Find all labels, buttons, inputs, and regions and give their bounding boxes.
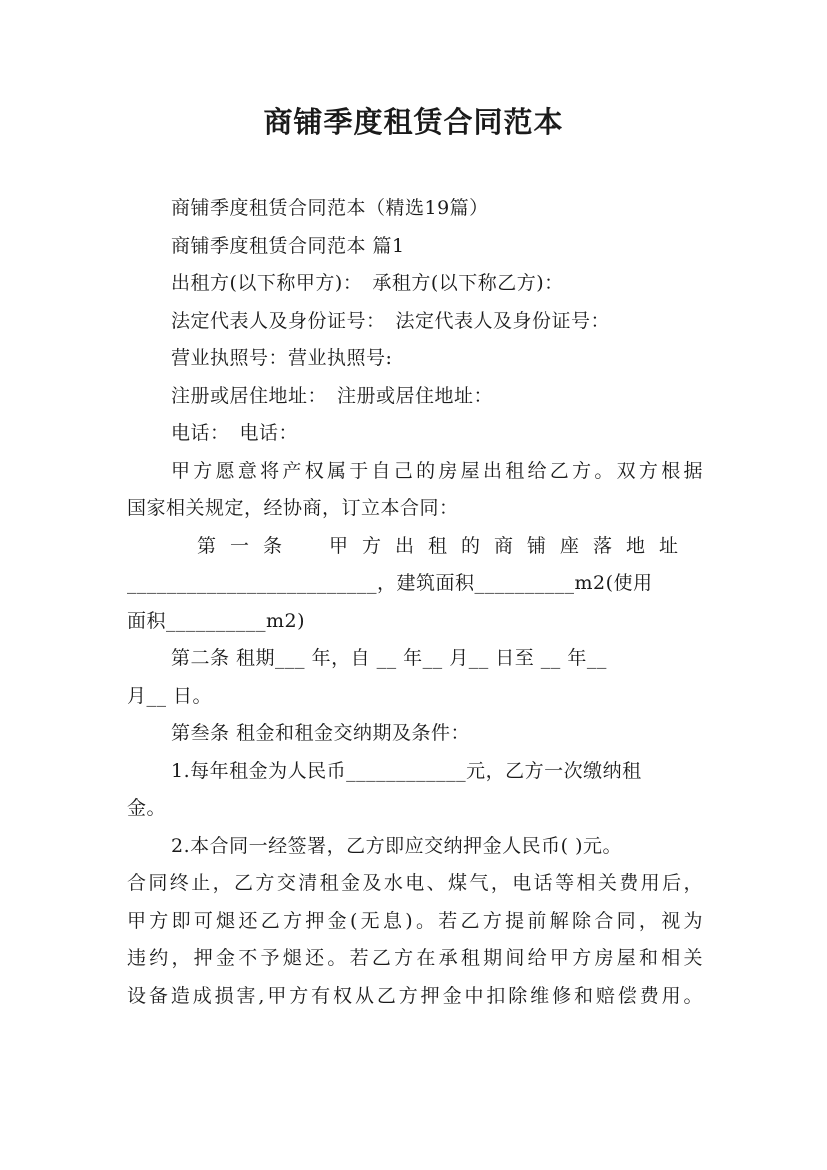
paragraph-line: _________________________，建筑面积__________m2(使用	[127, 572, 653, 594]
paragraph-line: 第一条 甲方出租的商铺座落地址	[197, 534, 693, 557]
paragraph-line: 2.本合同一经签署，乙方即应交纳押金人民币( )元。	[171, 834, 622, 857]
paragraph-line: 国家相关规定，经协商，订立本合同：	[127, 497, 459, 519]
paragraph-line: 月__ 日。	[127, 684, 213, 707]
paragraph-line: 电话： 电话：	[171, 422, 299, 444]
paragraph-line: 商铺季度租赁合同范本 篇1	[171, 234, 405, 257]
paragraph-line: 金。	[127, 797, 167, 819]
paragraph-line: 违约，押金不予煺还。若乙方在承租期间给甲方房屋和相关	[127, 947, 703, 969]
paragraph-line: 注册或居住地址： 注册或居住地址：	[171, 384, 494, 407]
paragraph-line: 营业执照号：营业执照号:	[171, 347, 393, 369]
document-title: 商铺季度租赁合同范本	[263, 105, 564, 139]
paragraph-line: 法定代表人及身份证号： 法定代表人及身份证号：	[171, 309, 611, 332]
paragraph-line: 甲方愿意将产权属于自己的房屋出租给乙方。双方根据	[171, 459, 703, 482]
paragraph-line: 商铺季度租赁合同范本（精选19篇）	[171, 197, 489, 219]
paragraph-line: 合同终止，乙方交清租金及水电、煤气，电话等相关费用后，	[127, 872, 703, 894]
paragraph-line: 甲方即可煺还乙方押金(无息)。若乙方提前解除合同，视为	[127, 909, 703, 932]
paragraph-line: 出租方(以下称甲方)： 承租方(以下称乙方)：	[171, 272, 564, 294]
paragraph-line: 1.每年租金为人民币____________元，乙方一次缴纳租	[171, 759, 642, 782]
document-body	[127, 190, 703, 1015]
paragraph-line: 面积__________m2)	[127, 609, 306, 632]
paragraph-line: 第二条 租期___ 年，自 __ 年__ 月__ 日至 __ 年__	[171, 647, 607, 669]
paragraph-line: 设备造成损害,甲方有权从乙方押金中扣除维修和赔偿费用。	[127, 984, 703, 1007]
paragraph-line: 第叁条 租金和租金交纳期及条件：	[171, 722, 471, 744]
